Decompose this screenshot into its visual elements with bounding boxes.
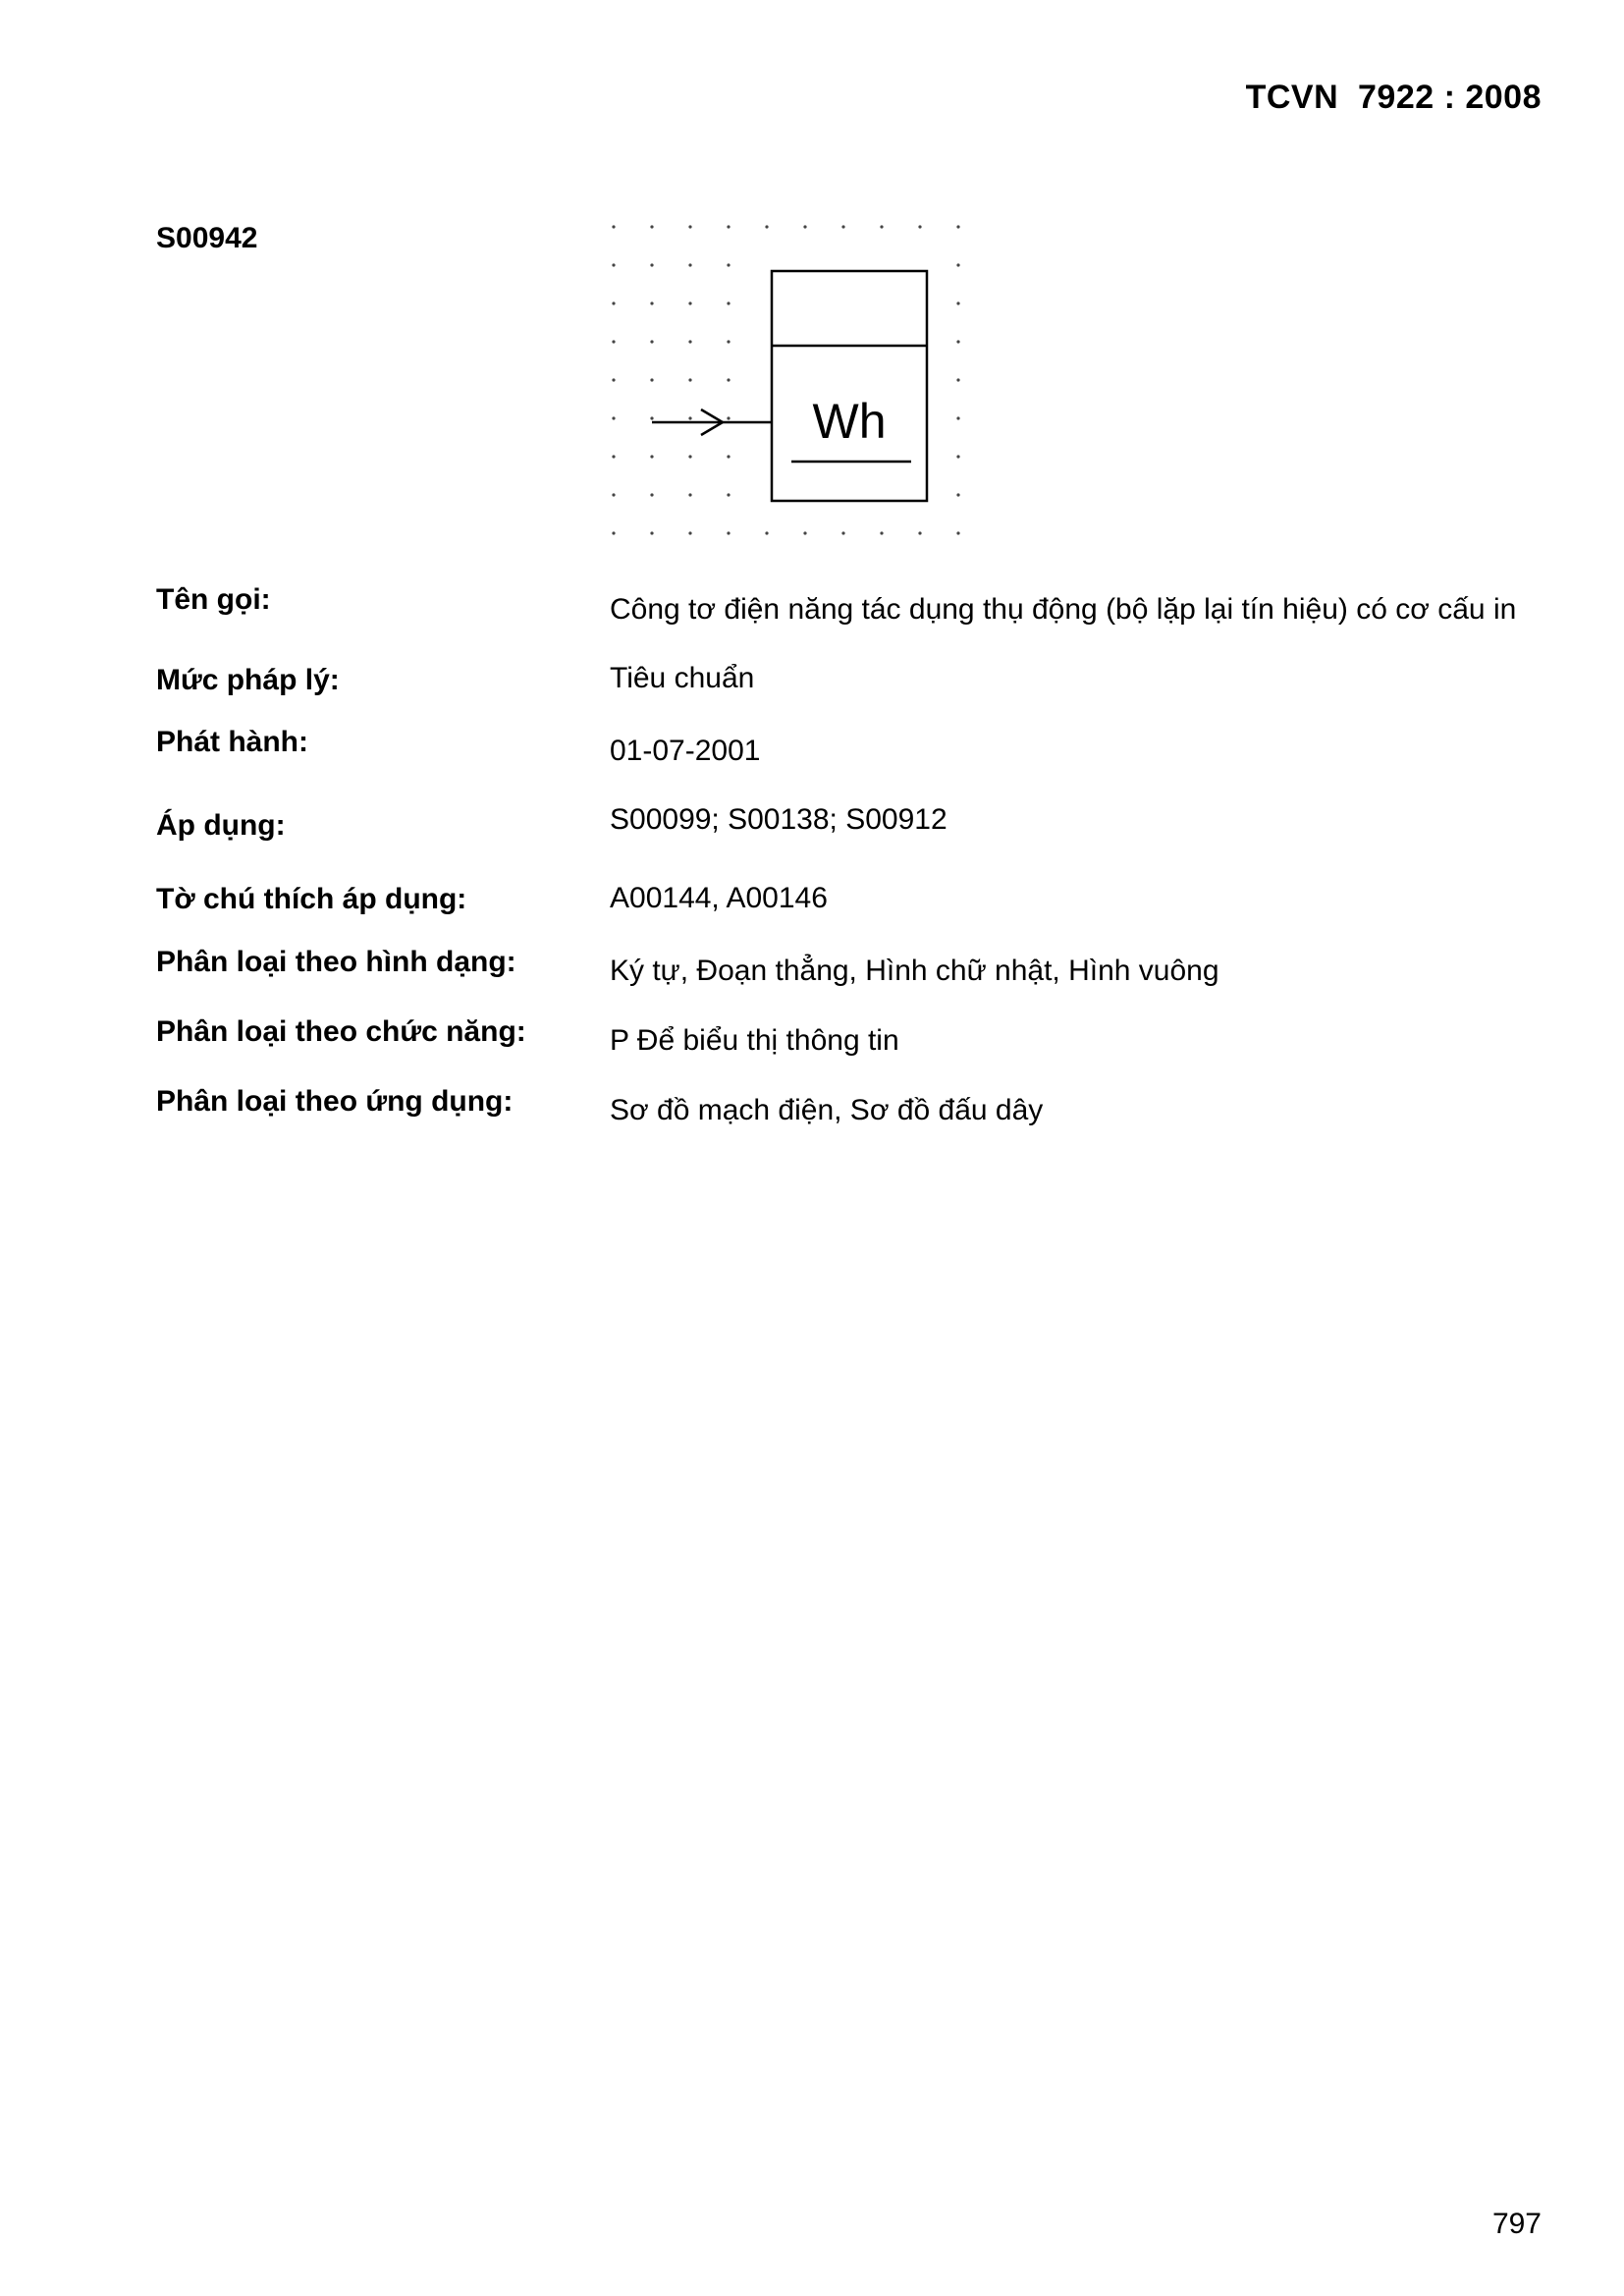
grid-dot: [612, 378, 615, 381]
grid-dot: [956, 301, 959, 304]
field-value-legal-level: Tiêu chuẩn: [610, 662, 755, 694]
grid-dot: [612, 416, 615, 419]
grid-dot: [612, 531, 615, 534]
grid-dot: [650, 340, 653, 343]
grid-dot: [727, 493, 730, 496]
grid-dot: [880, 225, 883, 228]
grid-dot: [727, 225, 730, 228]
grid-dot: [841, 531, 844, 534]
field-value-function-class: P Để biểu thị thông tin: [610, 1024, 899, 1057]
grid-dot: [727, 301, 730, 304]
field-label-name: Tên gọi:: [156, 583, 271, 616]
grid-dot: [650, 493, 653, 496]
grid-dot: [727, 263, 730, 266]
grid-dot: [650, 531, 653, 534]
grid-dot: [612, 455, 615, 458]
grid-dot: [956, 263, 959, 266]
grid-dot: [612, 340, 615, 343]
symbol-figure: [601, 214, 980, 548]
grid-dot: [612, 225, 615, 228]
grid-dot: [688, 531, 691, 534]
field-value-application-class: Sơ đồ mạch điện, Sơ đồ đấu dây: [610, 1094, 1044, 1126]
grid-dot: [688, 340, 691, 343]
grid-dot: [956, 493, 959, 496]
meter-unit-label: Wh: [812, 394, 887, 449]
field-value-shape-class: Ký tự, Đoạn thẳng, Hình chữ nhật, Hình vuông: [610, 955, 1219, 987]
grid-dot: [956, 416, 959, 419]
grid-dot: [650, 455, 653, 458]
grid-dot: [956, 225, 959, 228]
field-value-applies: S00099; S00138; S00912: [610, 803, 947, 836]
grid-dot: [650, 301, 653, 304]
grid-dot: [688, 455, 691, 458]
grid-dot: [956, 455, 959, 458]
grid-dot: [918, 531, 921, 534]
field-label-annotation-sheets: Tờ chú thích áp dụng:: [156, 883, 467, 915]
meter-box: [772, 271, 927, 501]
field-label-application-class: Phân loại theo ứng dụng:: [156, 1085, 514, 1118]
grid-dot: [727, 531, 730, 534]
grid-dot: [765, 225, 768, 228]
grid-dot: [841, 225, 844, 228]
grid-dot: [727, 416, 730, 419]
field-value-name: Công tơ điện năng tác dụng thụ động (bộ lặp lại tín hiệu) có cơ cấu in: [610, 593, 1517, 626]
field-label-release: Phát hành:: [156, 726, 308, 758]
grid-dot: [650, 378, 653, 381]
grid-dot: [688, 263, 691, 266]
field-label-applies: Áp dụng:: [156, 809, 286, 842]
grid-dot: [803, 531, 806, 534]
grid-dot: [650, 416, 653, 419]
field-value-annotation-sheets: A00144, A00146: [610, 882, 828, 914]
grid-dot: [918, 225, 921, 228]
grid-dot: [650, 225, 653, 228]
grid-dot: [765, 531, 768, 534]
symbol-id: S00942: [156, 222, 258, 254]
field-label-shape-class: Phân loại theo hình dạng:: [156, 946, 516, 978]
grid-dot: [727, 455, 730, 458]
grid-dot: [688, 225, 691, 228]
page-number: 797: [1491, 2208, 1542, 2240]
grid-dot: [650, 263, 653, 266]
grid-dot: [688, 301, 691, 304]
grid-dot: [956, 531, 959, 534]
grid-dot: [880, 531, 883, 534]
grid-dot: [688, 493, 691, 496]
grid-dot: [612, 301, 615, 304]
watt-hour-meter-symbol: [601, 214, 980, 548]
grid-dot: [956, 340, 959, 343]
grid-dot: [612, 493, 615, 496]
grid-dot: [612, 263, 615, 266]
field-value-release: 01-07-2001: [610, 735, 761, 767]
grid-dot: [727, 378, 730, 381]
grid-dot: [803, 225, 806, 228]
grid-dot: [956, 378, 959, 381]
field-label-function-class: Phân loại theo chức năng:: [156, 1015, 526, 1048]
grid-dot: [727, 340, 730, 343]
standard-header: TCVN 7922 : 2008: [1245, 79, 1542, 116]
grid-dot: [688, 416, 691, 419]
grid-dot: [688, 378, 691, 381]
field-label-legal-level: Mức pháp lý:: [156, 664, 340, 696]
